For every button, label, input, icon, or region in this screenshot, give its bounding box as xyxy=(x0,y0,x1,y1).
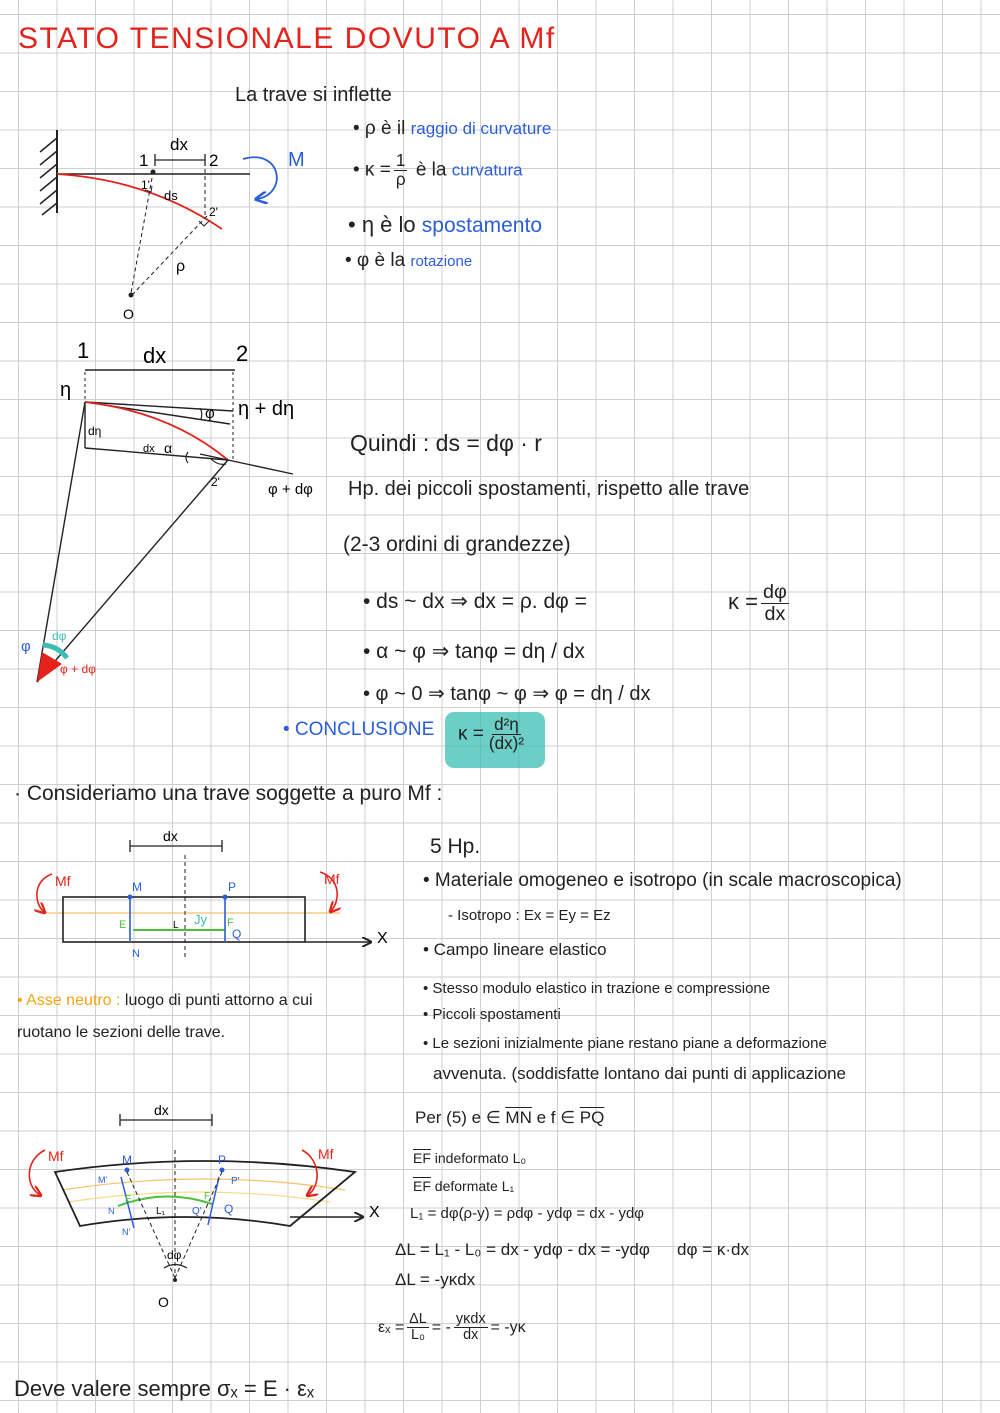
fig3-mf-left-label: Mf xyxy=(55,873,71,889)
kappa-numerator: 1 xyxy=(395,151,406,170)
figure-beam-undeformed xyxy=(37,828,388,960)
strain-eps-mid: = - xyxy=(431,1318,451,1336)
fig4-L1-label: L₁ xyxy=(156,1206,165,1217)
strain-per-mn: $\overline{MN}$ xyxy=(505,1108,532,1127)
fig4-Nprime-label: N' xyxy=(122,1227,131,1237)
fig4-mf-left-arrow xyxy=(29,1150,45,1195)
fig1-rho-label: ρ xyxy=(176,258,186,275)
fig4-Pprime-label: P' xyxy=(231,1176,240,1187)
strain-eps-frac-2 xyxy=(454,1312,488,1343)
fig4-P-label: P xyxy=(218,1153,227,1167)
hyp-item: • Stesso modulo elastico in trazione e compressione xyxy=(423,980,771,997)
neutral-axis-def-1: luogo di punti attorno a cui xyxy=(124,992,313,1009)
hyp-title: 5 Hp. xyxy=(430,835,481,858)
conclusione-label: • CONCLUSIONE xyxy=(283,719,435,740)
fig4-dphi-arc xyxy=(164,1265,187,1269)
dashed-radius-1 xyxy=(131,178,152,293)
fig3-mf-left-arrow xyxy=(37,874,52,912)
fig1-moment-label: M xyxy=(288,149,305,171)
fig2-eta-deta-label: η + dη xyxy=(238,398,295,420)
fig1-point-1: 1 xyxy=(139,151,149,170)
fig4-origin-dot xyxy=(173,1278,177,1282)
order-line: (2-3 ordini di grandezze) xyxy=(343,533,571,556)
fig4-Q-label: Q xyxy=(224,1202,234,1216)
moment-arrow xyxy=(243,157,277,199)
fig3-F-label: F xyxy=(227,917,234,929)
fig4-Mprime-label: M' xyxy=(98,1175,108,1185)
hyp-item: • Materiale omogeneo e isotropo (in scale macroscopica) xyxy=(423,870,902,891)
fig3-M-label: M xyxy=(132,880,142,894)
bullet-kappa-lhs: • κ = xyxy=(353,159,391,181)
consider-line: · Consideriamo una trave soggette a puro Mf : xyxy=(14,782,443,805)
figure-beam-deformed xyxy=(29,1102,380,1310)
tangent-2prime xyxy=(200,454,293,474)
bullet-rho xyxy=(353,118,551,140)
fig2-point-1: 1 xyxy=(77,338,90,363)
strain-ef0-segment: $\overline{EF}$ xyxy=(413,1150,431,1166)
conclusion-formula xyxy=(458,716,529,753)
strain-per-line xyxy=(415,1108,604,1128)
fig4-dashed-radius-1 xyxy=(127,1172,175,1278)
fig1-point-2: 2 xyxy=(209,151,219,170)
fig1-dx-label: dx xyxy=(170,135,188,154)
fig3-beam xyxy=(63,897,305,942)
bullet-eta-term: spostamento xyxy=(421,214,543,237)
strain-l1-line: L₁ = dφ(ρ-y) = ρdφ - ydφ = dx - ydφ xyxy=(410,1205,645,1222)
fig2-phi-bottom-label: φ xyxy=(21,638,31,655)
fig2-phi-label: φ xyxy=(205,405,215,422)
fig4-M-label: M xyxy=(122,1153,132,1167)
neutral-axis-def-2: ruotano le sezioni delle trave. xyxy=(17,1024,226,1041)
derivation-line-2: • α ~ φ ⇒ tanφ = dη / dx xyxy=(363,640,585,663)
derivation-line-3: • φ ~ 0 ⇒ tanφ ~ φ ⇒ φ = dη / dx xyxy=(363,683,651,705)
fig4-mf-right-arrow xyxy=(302,1150,317,1195)
figure-cantilever xyxy=(40,130,305,322)
fig3-Q-label: Q xyxy=(232,927,242,941)
strain-eps-lhs: εₓ = xyxy=(378,1318,405,1336)
fig2-point-2: 2 xyxy=(236,341,249,366)
hp-line: Hp. dei piccoli spostamenti, rispetto alle trave xyxy=(348,478,750,500)
fig1-ds-label: ds xyxy=(164,188,178,203)
strain-eps-rhs: = -yκ xyxy=(490,1318,526,1336)
fig3-dot-m xyxy=(128,895,133,900)
strain-ef1-segment: $\overline{EF}$ xyxy=(413,1178,431,1194)
fig3-dx-label: dx xyxy=(163,828,178,844)
fig4-Qprime-label: Q' xyxy=(192,1206,202,1217)
fig2-d-eta-label: dη xyxy=(88,424,102,438)
fig4-F-label: F xyxy=(204,1191,211,1202)
strain-dphi: dφ = κ·dx xyxy=(677,1240,749,1259)
kappa-denominator: ρ xyxy=(395,169,406,189)
fig4-mf-left-label: Mf xyxy=(48,1148,64,1164)
fig1-point-2-prime: 2' xyxy=(209,205,218,219)
fig2-eta-label: η xyxy=(60,379,72,401)
fig3-x-label: X xyxy=(377,930,388,947)
footer-line: Deve valere sempre σₓ = E · εₓ xyxy=(14,1376,315,1401)
page-title: STATO TENSIONALE DOVUTO A Mf xyxy=(18,22,556,55)
bullet-phi-prefix: • φ è la xyxy=(345,250,406,271)
bullet-phi-term: rotazione xyxy=(410,253,473,270)
fig2-phi-dphi-label: φ + dφ xyxy=(268,481,313,498)
point-1-dot xyxy=(151,170,156,175)
strain-eps-den-2: dx xyxy=(463,1327,479,1344)
fig1-origin-label: O xyxy=(123,306,134,322)
strain-per-a: Per (5) e ∈ xyxy=(415,1108,501,1127)
fig2-dx-small-label: dx xyxy=(143,443,155,455)
fig4-dashed-radius-2 xyxy=(175,1172,222,1278)
bullet-rho-term: raggio di curvature xyxy=(410,119,552,138)
strain-ef1-line xyxy=(413,1178,514,1194)
hyp-item: • Piccoli spostamenti xyxy=(423,1006,561,1023)
bullet-kappa-mid: è la xyxy=(415,159,447,181)
strain-per-pq: $\overline{PQ}$ xyxy=(579,1108,605,1127)
strain-eps-num-2: yκdx xyxy=(455,1311,486,1327)
fig3-N-label: N xyxy=(132,948,140,960)
fig4-dot-p xyxy=(220,1168,225,1173)
bullet-eta-prefix: • η è lo xyxy=(348,212,416,237)
hyp-item: avvenuta. (soddisfatte lontano dai punti di applicazione xyxy=(433,1064,847,1083)
dx-base xyxy=(85,448,228,460)
fig4-dx-label: dx xyxy=(154,1102,169,1118)
bullet-kappa-fraction xyxy=(394,152,408,189)
fig3-mf-right-label: Mf xyxy=(324,871,340,887)
bullet-eta xyxy=(348,212,542,238)
fig3-L-label: L xyxy=(173,920,179,931)
conclusion-num: d²η xyxy=(494,715,519,734)
alpha-arc xyxy=(186,452,188,463)
quindi-line: Quindi : ds = dφ · r xyxy=(350,430,542,456)
strain-dl2-line: ΔL = -yκdx xyxy=(395,1270,476,1289)
bullet-kappa-term: curvatura xyxy=(451,160,523,180)
fig2-phi-dphi-bottom-label: φ + dφ xyxy=(60,662,96,676)
fig4-x-label: X xyxy=(369,1204,380,1221)
kappa-def-num: dφ xyxy=(762,581,787,603)
fig4-dphi-label: dφ xyxy=(167,1248,182,1262)
bullet-kappa xyxy=(353,152,523,189)
fig4-fiber-ef xyxy=(118,1196,212,1206)
fig4-origin-label: O xyxy=(158,1294,169,1310)
conclusion-lhs: κ = xyxy=(458,723,484,745)
fig2-2prime-label: 2' xyxy=(211,475,220,489)
intro-text: La trave si inflette xyxy=(235,84,392,106)
bullet-phi xyxy=(345,250,472,272)
fig1-point-1-prime: 1' xyxy=(141,178,150,192)
strain-ef1-rest: deformate L₁ xyxy=(434,1178,515,1194)
fig4-E-label: E xyxy=(125,1194,132,1205)
fig4-dot-m xyxy=(125,1168,130,1173)
hyp-item: • Le sezioni inizialmente piane restano piane a deformazione xyxy=(423,1035,827,1052)
kappa-definition xyxy=(728,582,792,625)
bullet-rho-prefix: • ρ è il xyxy=(353,118,406,139)
fig4-mf-right-label: Mf xyxy=(318,1146,334,1162)
dx-dimension xyxy=(155,154,205,166)
figure-deflection-geometry xyxy=(21,338,313,682)
conclusion-fraction xyxy=(487,716,526,753)
conclusion-den: (dx)² xyxy=(488,733,525,753)
derivation-line-1: • ds ~ dx ⇒ dx = ρ. dφ = xyxy=(363,590,587,613)
hyp-item: • Campo lineare elastico xyxy=(423,940,607,959)
strain-ef0-line xyxy=(413,1150,526,1166)
strain-ef0-rest: indeformato L₀ xyxy=(434,1150,527,1166)
radius-line-2 xyxy=(37,460,228,682)
kappa-def-fraction xyxy=(761,582,789,625)
kappa-def-den: dx xyxy=(764,602,786,625)
strain-eps-frac-1 xyxy=(407,1312,429,1343)
strain-eps-num-1: ΔL xyxy=(409,1311,427,1327)
neutral-axis-line-1 xyxy=(17,992,313,1010)
fig2-alpha-label: α xyxy=(164,440,173,456)
strain-dl-line: ΔL = L₁ - L₀ = dx - ydφ - dx = -ydφ xyxy=(395,1240,650,1259)
strain-eps-line xyxy=(378,1312,526,1343)
origin-dot xyxy=(129,293,134,298)
beam-deformed-curve xyxy=(57,174,222,229)
neutral-axis-term: • Asse neutro : xyxy=(17,992,121,1009)
kappa-def-lhs: κ = xyxy=(728,589,758,615)
hyp-item: - Isotropo : Ex = Ey = Ez xyxy=(448,907,611,924)
dashed-radius-2 xyxy=(133,216,207,294)
strain-eps-den-1: L₀ xyxy=(410,1327,425,1344)
fig3-Jy-label: Jy xyxy=(194,912,207,927)
fig2-dphi-bottom-label: dφ xyxy=(52,629,67,643)
fig3-E-label: E xyxy=(119,919,127,931)
fig4-N-label: N xyxy=(108,1206,115,1216)
fig3-dot-p xyxy=(223,895,228,900)
strain-per-b: e f ∈ xyxy=(536,1108,576,1127)
fig2-dx-label: dx xyxy=(143,343,167,368)
wall-hatch xyxy=(40,138,57,215)
fig3-P-label: P xyxy=(228,880,237,894)
